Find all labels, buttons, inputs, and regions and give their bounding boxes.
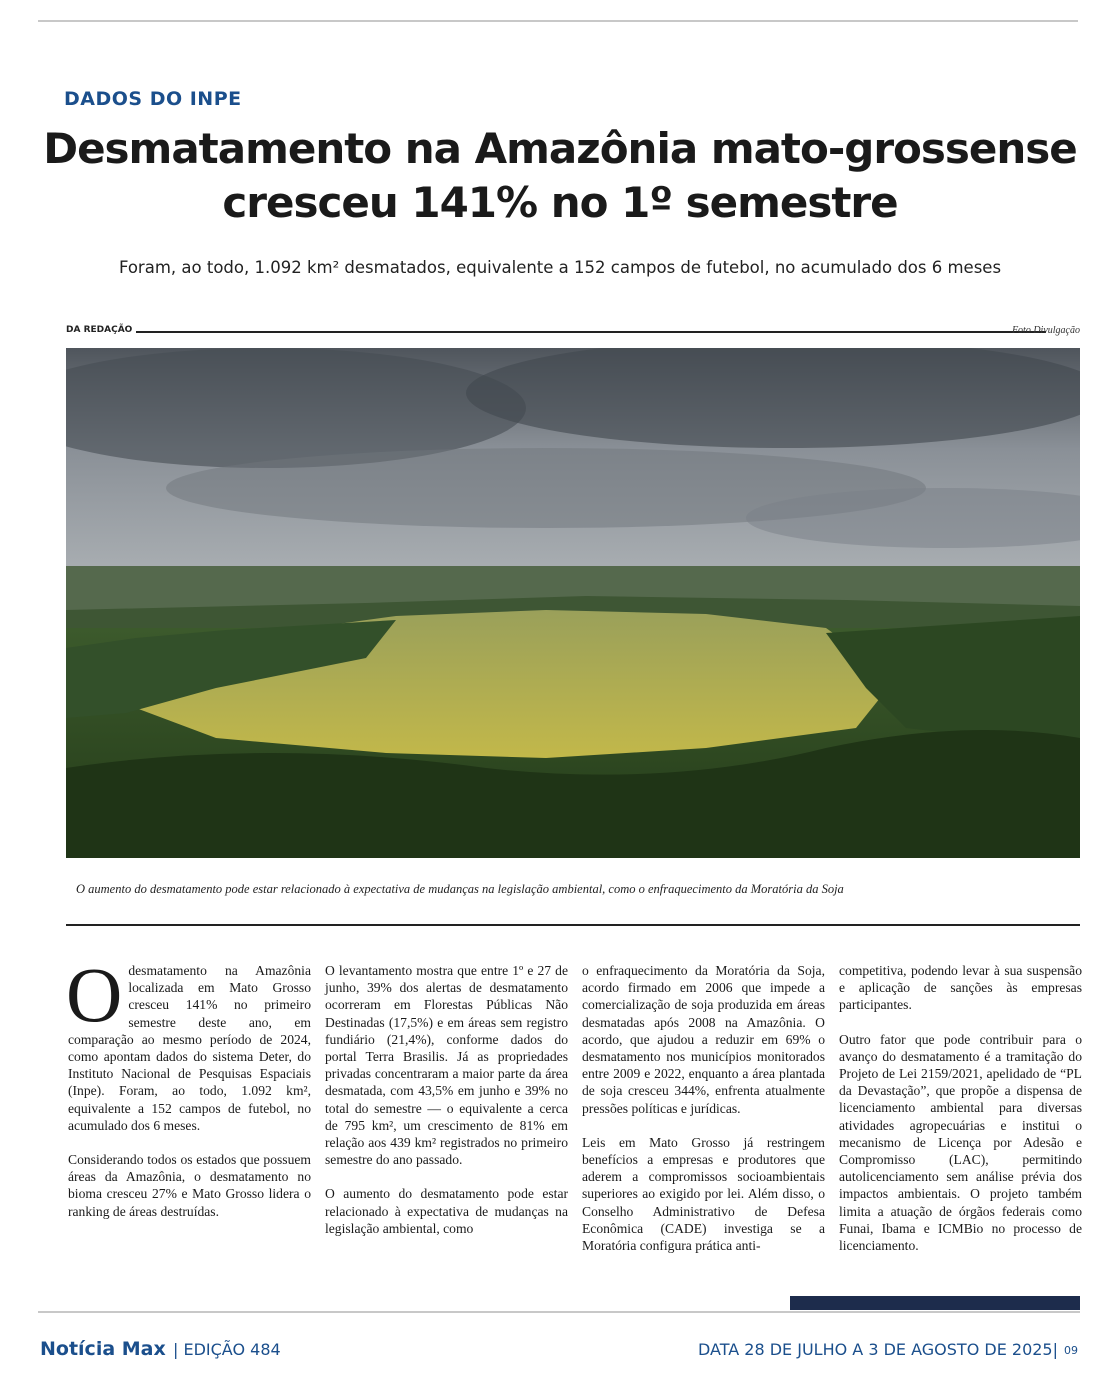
- article-paragraph: Considerando todos os estados que possuem áreas da Amazônia, o desmatamento no bioma cresceu 27% e Mato Grosso lidera o ranking de áreas destruídas.: [68, 1152, 311, 1219]
- article-paragraph: Outro fator que pode contribuir para o avanço do desmatamento é a tramitação do Projeto de Lei 2159/2021, apelidado de “PL da Devastação”, que propõe a dispensa de licenciamento ambiental para diversas atividades agropecuárias e institui o mecanismo de Licença por Adesão e Compromisso (LAC), permitindo autolicenciamento sem análise prévia dos impactos ambientais. O projeto também limita a atuação de órgãos federais como Funai, Ibama e ICMBio no processo de licenciamento.: [839, 1031, 1082, 1254]
- article-column-1: [66, 951, 311, 1237]
- article-paragraph: O aumento do desmatamento pode estar relacionado à expectativa de mudanças na legislação ambiental, como: [325, 1186, 568, 1236]
- paragraph-text: desmatamento na Amazônia localizada em Mato Grosso cresceu 141% no primeiro semestre deste ano, em comparação ao mesmo período de 2024, como apontam dados do sistema Deter, do Instituto Nacional de Pesquisas Espaciais (Inpe). Foram, ao todo, 1.092 km², equivalente a 152 campos de futebol, no acumulado dos 6 meses.: [68, 963, 311, 1133]
- headline-line-1: Desmatamento na Amazônia mato-grossense: [43, 124, 1077, 173]
- headline: [40, 122, 1080, 230]
- byline-author: DA REDAÇÃO: [66, 325, 133, 335]
- footer-accent-bar: [790, 1296, 1080, 1310]
- issue-date: DATA 28 DE JULHO A 3 DE AGOSTO DE 2025|: [697, 1340, 1058, 1359]
- section-kicker: DADOS DO INPE: [64, 88, 242, 110]
- headline-line-2: cresceu 141% no 1º semestre: [222, 178, 898, 227]
- photo-caption: O aumento do desmatamento pode estar relacionado à expectativa de mudanças na legislação ambiental, como o enfraquecimento da Moratória da Soja: [76, 882, 844, 896]
- top-divider: [38, 20, 1078, 22]
- article-paragraph: [66, 951, 311, 1134]
- aerial-deforestation-photo: [66, 348, 1080, 858]
- footer-divider: [38, 1311, 1080, 1313]
- article-column-2: [325, 962, 568, 1254]
- photo-credit: Foto Divulgação: [1011, 325, 1080, 336]
- byline-divider: [136, 331, 1046, 333]
- article-column-3: [582, 962, 825, 1271]
- article-paragraph: o enfraquecimento da Moratória da Soja, acordo firmado em 2006 que impede a comercialização de soja produzida em áreas desmatadas após 2008 na Amazônia. O acordo, que ajudou a reduzir em 69% o desmatamento nos municípios monitorados entre 2009 e 2022, enquanto a área plantada de soja cresceu 344%, enfrenta atualmente pressões políticas e jurídicas.: [582, 963, 825, 1116]
- byline-row: [66, 322, 1080, 342]
- page-footer: [40, 1338, 1080, 1364]
- edition-number: | EDIÇÃO 484: [173, 1340, 281, 1359]
- article-column-4: [839, 962, 1082, 1271]
- article-paragraph: Leis em Mato Grosso já restringem benefícios a empresas e produtores que aderem a compromissos socioambientais superiores ao exigido por lei. Além disso, o Conselho Administrativo de Defesa Econômica (CADE) investiga se a Moratória configura prática anti-: [582, 1134, 825, 1254]
- article-paragraph: competitiva, podendo levar à sua suspensão e aplicação de sanções às empresas participantes.: [839, 963, 1082, 1013]
- drop-cap: O: [66, 951, 123, 1038]
- publication-name: Notícia Max: [40, 1338, 166, 1360]
- page-number: 09: [1064, 1344, 1078, 1357]
- article-body: [66, 951, 1082, 1297]
- subheadline: Foram, ao todo, 1.092 km² desmatados, equivalente a 152 campos de futebol, no acumulado dos 6 meses: [118, 258, 1002, 277]
- caption-divider: [66, 924, 1080, 926]
- article-paragraph: O levantamento mostra que entre 1º e 27 de junho, 39% dos alertas de desmatamento ocorreram em Florestas Públicas Não Destinadas (17,5%) e em áreas sem registro fundiário (21,4%), conforme dados do portal Terra Brasilis. Já as propriedades privadas concentraram a maior parte da área desmatada, com 43,5% em junho e 39% no total do semestre — o equivalente a cerca de 795 km², um crescimento de 81% em relação aos 439 km² registrados no primeiro semestre do ano passado.: [325, 963, 568, 1168]
